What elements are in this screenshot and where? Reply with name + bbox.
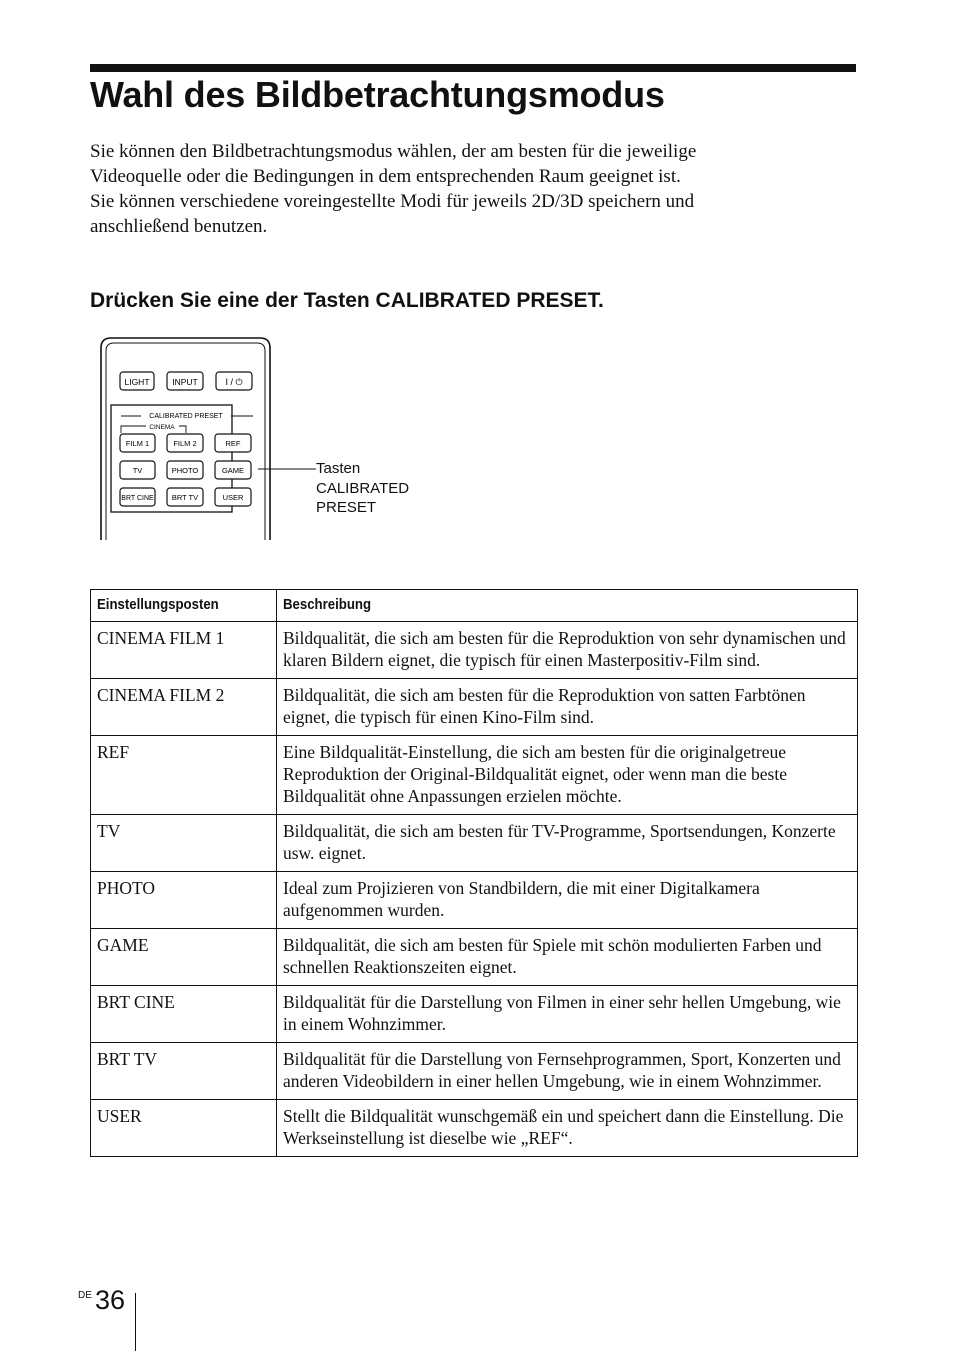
setting-item: BRT TV — [91, 1043, 277, 1100]
footer-rule — [135, 1293, 136, 1351]
table-row — [91, 872, 858, 929]
photo-button — [167, 461, 203, 479]
callout-leader-line-ext — [276, 468, 316, 470]
intro-line: Sie können verschiedene voreingestellte Modi für jeweils 2D/3D speichern und — [90, 191, 695, 212]
column-header-description — [277, 590, 858, 622]
setting-description: Bildqualität, die sich am besten für TV-Programme, Sportsendungen, Konzerte usw. eignet. — [277, 815, 858, 872]
remote-control-illustration — [96, 334, 276, 540]
user-label: USER — [222, 493, 244, 502]
power-button — [216, 372, 252, 390]
setting-item: PHOTO — [91, 872, 277, 929]
game-label: GAME — [221, 466, 245, 475]
cinema-subgroup-label: CINEMA — [149, 424, 175, 431]
section-subheading: Drücken Sie eine der Tasten CALIBRATED PRESET. — [90, 289, 604, 312]
intro-line: anschließend benutzen. — [90, 216, 268, 237]
setting-description: Stellt die Bildqualität wunschgemäß ein und speichert dann die Einstellung. Die Werkseinstellung ist dieselbe wie „REF“. — [277, 1100, 858, 1157]
setting-item: GAME — [91, 929, 277, 986]
brt-tv-button — [167, 488, 203, 506]
column-header-item-label: Einstellungsposten — [97, 596, 219, 613]
setting-description: Ideal zum Projizieren von Standbildern, die mit einer Digitalkamera aufgenommen wurden. — [277, 872, 858, 929]
callout-line: PRESET — [316, 499, 377, 516]
ref-label: REF — [225, 439, 241, 448]
table-row — [91, 736, 858, 815]
setting-description: Bildqualität, die sich am besten für die Reproduktion von sehr dynamischen und klaren Bildern eignet, die typisch für einen Masterpositiv-Film sind. — [277, 622, 858, 679]
tv-label: TV — [132, 466, 143, 475]
setting-item: USER — [91, 1100, 277, 1157]
callout-line: CALIBRATED — [316, 479, 410, 497]
callout-line: Tasten — [316, 460, 361, 477]
table-row — [91, 1100, 858, 1157]
user-button — [215, 488, 251, 506]
setting-description: Bildqualität für die Darstellung von Fernsehprogrammen, Sport, Konzerten und anderen Videobildern in einer hellen Umgebung, wie in einem Wohnzimmer. — [277, 1043, 858, 1100]
title-rule — [90, 64, 856, 72]
footer-language-code: DE — [78, 1290, 92, 1301]
film-2-button — [167, 434, 203, 452]
intro-line: Sie können den Bildbetrachtungsmodus wählen, der am besten für die jeweilige — [90, 141, 697, 162]
page-number: 36 — [95, 1285, 126, 1315]
input-button-label: INPUT — [172, 377, 198, 387]
input-button — [167, 372, 203, 390]
tv-button — [120, 461, 155, 479]
setting-item: BRT CINE — [91, 986, 277, 1043]
setting-description: Bildqualität, die sich am besten für Spiele mit schön modulierten Farben und schnellen Reaktionszeiten eignet. — [277, 929, 858, 986]
brt-tv-label: BRT TV — [171, 493, 199, 502]
brt-cine-label: BRT CINE — [121, 495, 154, 502]
table-row — [91, 1043, 858, 1100]
table-row — [91, 986, 858, 1043]
power-icon: I / ⏻ — [225, 377, 243, 387]
page-title: Wahl des Bildbetrachtungsmodus — [90, 74, 665, 115]
light-button — [120, 372, 154, 390]
light-button-label: LIGHT — [124, 377, 150, 387]
ref-button — [215, 434, 251, 452]
table-row — [91, 929, 858, 986]
brt-cine-button — [120, 488, 155, 506]
table-header-row — [91, 590, 858, 622]
table-row — [91, 679, 858, 736]
setting-description: Bildqualität für die Darstellung von Filmen in einer sehr hellen Umgebung, wie in einem Wohnzimmer. — [277, 986, 858, 1043]
table-row — [91, 815, 858, 872]
setting-item: REF — [91, 736, 277, 815]
calibrated-preset-callout — [316, 459, 409, 518]
setting-item: CINEMA FILM 1 — [91, 622, 277, 679]
setting-item: TV — [91, 815, 277, 872]
calibrated-preset-group-label: CALIBRATED PRESET — [149, 413, 223, 420]
setting-item: CINEMA FILM 2 — [91, 679, 277, 736]
setting-description: Bildqualität, die sich am besten für die Reproduktion von satten Farbtönen eignet, die typisch für einen Kino-Film sind. — [277, 679, 858, 736]
intro-paragraph — [90, 139, 810, 239]
table-row — [91, 622, 858, 679]
film-2-label: FILM 2 — [173, 439, 197, 448]
intro-line: Videoquelle oder die Bedingungen in dem entsprechenden Raum geeignet ist. — [90, 166, 681, 187]
setting-description: Eine Bildqualität-Einstellung, die sich am besten für die originalgetreue Reproduktion der Original-Bildqualität eignet, oder wenn man die beste Bildqualität ohne Anpassungen erzielen möchte. — [277, 736, 858, 815]
column-header-description-label: Beschreibung — [283, 596, 372, 613]
picture-mode-table — [90, 589, 858, 1157]
column-header-item — [91, 590, 277, 622]
film-1-button — [120, 434, 155, 452]
game-button — [215, 461, 251, 479]
film-1-label: FILM 1 — [125, 439, 150, 448]
photo-label: PHOTO — [171, 466, 199, 475]
